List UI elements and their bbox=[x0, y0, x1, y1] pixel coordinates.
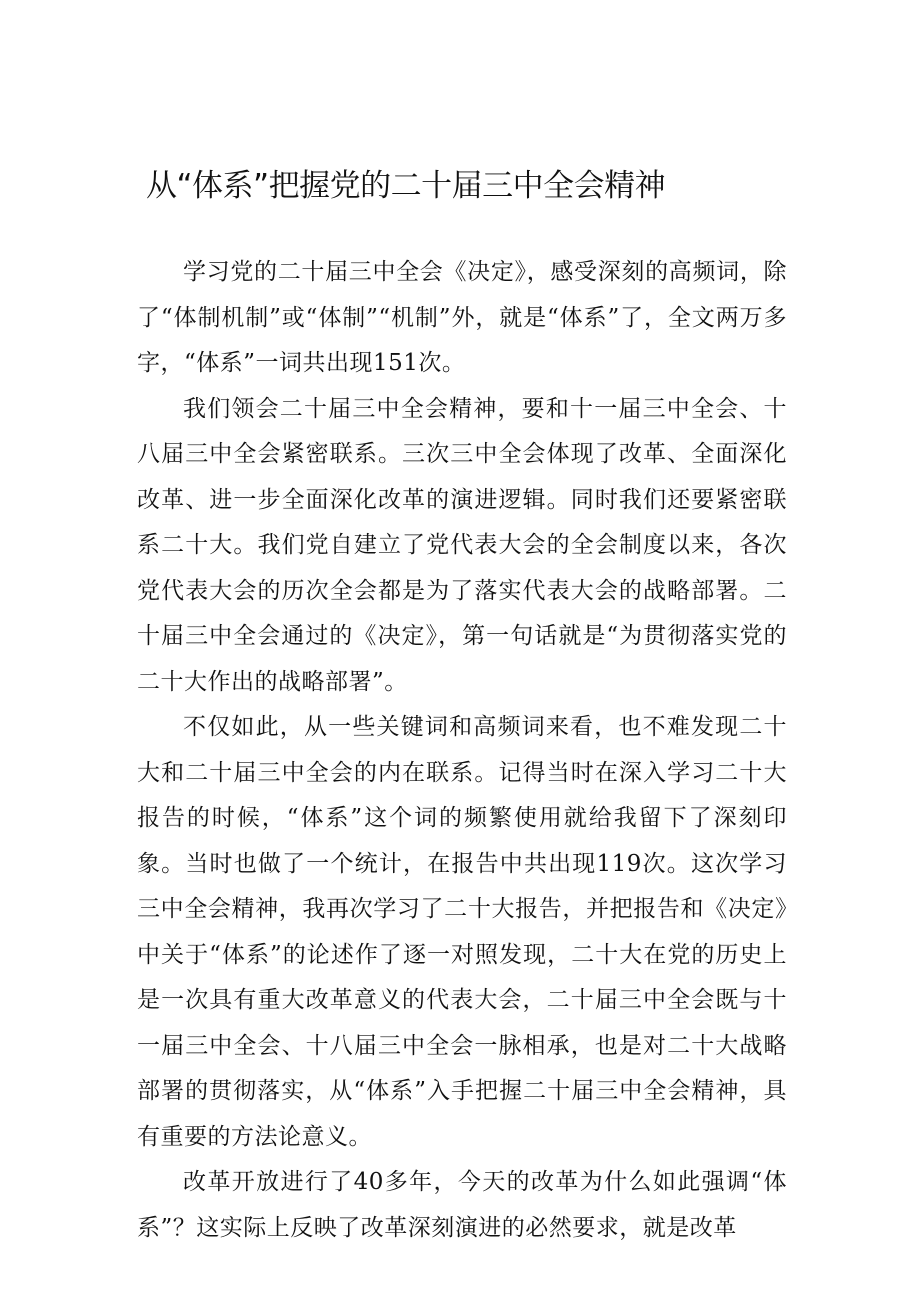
document-body bbox=[137, 250, 787, 1251]
document-title: 从“体系”把握党的二十届三中全会精神 bbox=[146, 168, 666, 204]
paragraph-2: 我们领会二十届三中全会精神，要和十一届三中全会、十八届三中全会紧密联系。三次三中全会体现了改革、全面深化改革、进一步全面深化改革的演进逻辑。同时我们还要紧密联系二十大。我们党自建立了党代表大会的全会制度以来，各次党代表大会的历次全会都是为了落实代表大会的战略部署。二十届三中全会通过的《决定》，第一句话就是“为贯彻落实党的二十大作出的战略部署”。 bbox=[137, 395, 787, 695]
paragraph-1: 学习党的二十届三中全会《决定》，感受深刻的高频词，除了“体制机制”或“体制”“机制”外，就是“体系”了，全文两万多字，“体系”一词共出现151次。 bbox=[137, 259, 787, 376]
paragraph-3: 不仅如此，从一些关键词和高频词来看，也不难发现二十大和二十届三中全会的内在联系。记得当时在深入学习二十大报告的时候，“体系”这个词的频繁使用就给我留下了深刻印象。当时也做了一个统计，在报告中共出现119次。这次学习三中全会精神，我再次学习了二十大报告，并把报告和《决定》中关于“体系”的论述作了逐一对照发现，二十大在党的历史上是一次具有重大改革意义的代表大会，二十届三中全会既与十一届三中全会、十八届三中全会一脉相承，也是对二十大战略部署的贯彻落实，从“体系”入手把握二十届三中全会精神，具有重要的方法论意义。 bbox=[137, 714, 787, 1150]
paragraph-4: 改革开放进行了40多年，今天的改革为什么如此强调“体系”？这实际上反映了改革深刻演进的必然要求，就是改革 bbox=[137, 1169, 787, 1241]
